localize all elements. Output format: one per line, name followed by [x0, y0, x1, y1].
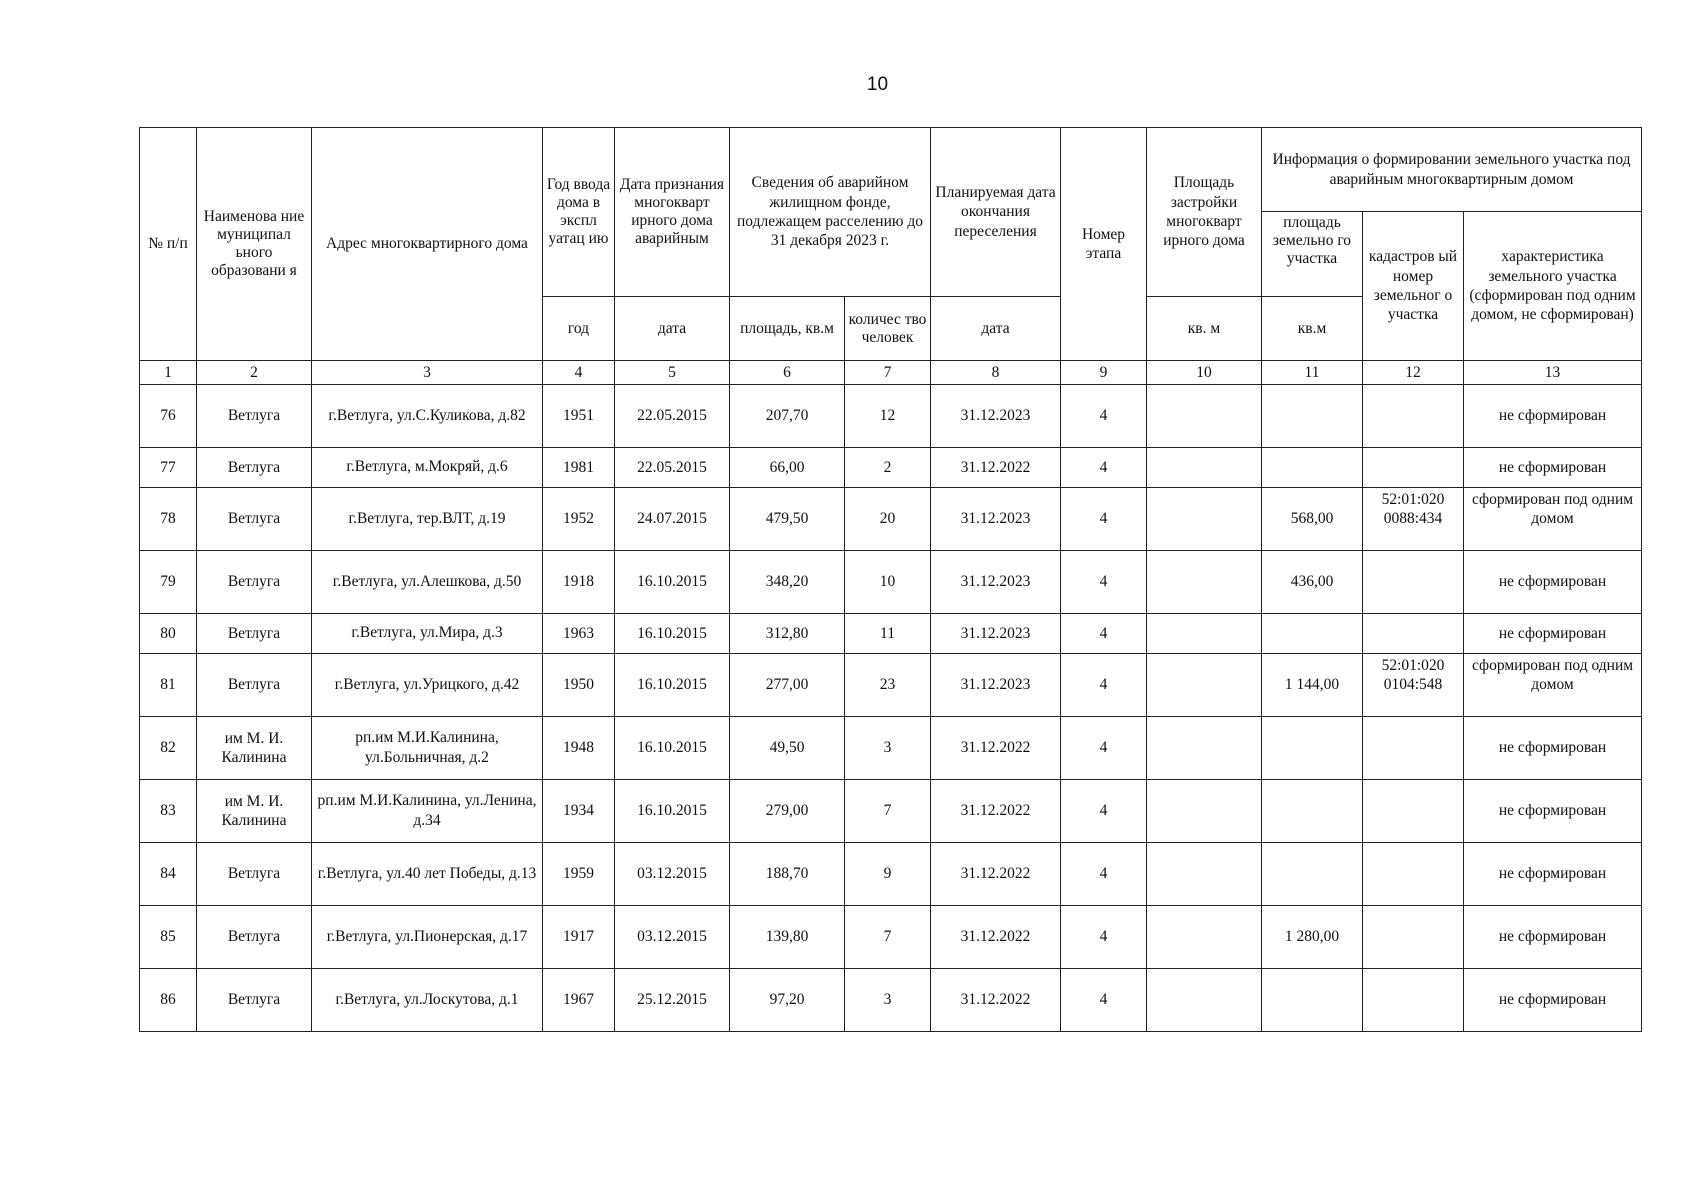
land-area-cell [1262, 969, 1363, 1032]
year-cell: 1948 [543, 717, 615, 780]
people-cell: 20 [845, 488, 931, 551]
column-number-row [140, 361, 1642, 385]
land-area-cell [1262, 448, 1363, 488]
address-cell: г.Ветлуга, тер.ВЛТ, д.19 [312, 488, 543, 551]
land-area-cell [1262, 780, 1363, 843]
planned-date-cell: 31.12.2023 [931, 551, 1061, 614]
land-area-cell: 436,00 [1262, 551, 1363, 614]
land-status-cell: не сформирован [1464, 780, 1642, 843]
stage-cell: 4 [1061, 717, 1147, 780]
column-number: 3 [312, 361, 543, 385]
land-area-cell: 1 280,00 [1262, 906, 1363, 969]
header-building-area: Площадь застройки многокварт ирного дома [1147, 128, 1262, 297]
stage-cell: 4 [1061, 448, 1147, 488]
area-cell: 279,00 [730, 780, 845, 843]
land-area-cell: 1 144,00 [1262, 654, 1363, 717]
planned-date-cell: 31.12.2023 [931, 614, 1061, 654]
address-cell: г.Ветлуга, ул.Лоскутова, д.1 [312, 969, 543, 1032]
column-number: 6 [730, 361, 845, 385]
area-cell: 312,80 [730, 614, 845, 654]
row-number: 79 [140, 551, 197, 614]
column-number: 10 [1147, 361, 1262, 385]
people-cell: 7 [845, 780, 931, 843]
municipality-cell: Ветлуга [197, 843, 312, 906]
recognition-date-cell: 16.10.2015 [615, 614, 730, 654]
building-area-cell [1147, 906, 1262, 969]
column-number: 7 [845, 361, 931, 385]
stage-cell: 4 [1061, 488, 1147, 551]
land-area-cell [1262, 614, 1363, 654]
municipality-cell: Ветлуга [197, 488, 312, 551]
row-number: 84 [140, 843, 197, 906]
row-number: 81 [140, 654, 197, 717]
cadastral-number-cell: 52:01:020 0088:434 [1363, 488, 1464, 551]
building-area-cell [1147, 448, 1262, 488]
recognition-date-cell: 16.10.2015 [615, 551, 730, 614]
address-cell: г.Ветлуга, м.Мокряй, д.6 [312, 448, 543, 488]
header-address: Адрес многоквартирного дома [312, 128, 543, 361]
recognition-date-cell: 16.10.2015 [615, 654, 730, 717]
column-number: 1 [140, 361, 197, 385]
year-cell: 1917 [543, 906, 615, 969]
land-area-cell: 568,00 [1262, 488, 1363, 551]
planned-date-cell: 31.12.2023 [931, 385, 1061, 448]
land-status-cell: не сформирован [1464, 717, 1642, 780]
stage-cell: 4 [1061, 906, 1147, 969]
row-number: 85 [140, 906, 197, 969]
cadastral-number-cell [1363, 717, 1464, 780]
municipality-cell: им М. И. Калинина [197, 717, 312, 780]
recognition-date-cell: 03.12.2015 [615, 906, 730, 969]
row-number: 82 [140, 717, 197, 780]
year-cell: 1950 [543, 654, 615, 717]
column-number: 9 [1061, 361, 1147, 385]
address-cell: г.Ветлуга, ул.40 лет Победы, д.13 [312, 843, 543, 906]
unit-planned-date: дата [931, 297, 1061, 361]
people-cell: 7 [845, 906, 931, 969]
land-status-cell: не сформирован [1464, 614, 1642, 654]
header-recognition-date: Дата признания многокварт ирного дома аварийным [615, 128, 730, 297]
land-area-cell [1262, 843, 1363, 906]
recognition-date-cell: 22.05.2015 [615, 385, 730, 448]
municipality-cell: Ветлуга [197, 614, 312, 654]
column-number: 8 [931, 361, 1061, 385]
area-cell: 66,00 [730, 448, 845, 488]
cadastral-number-cell [1363, 614, 1464, 654]
address-cell: г.Ветлуга, ул.С.Куликова, д.82 [312, 385, 543, 448]
cadastral-number-cell [1363, 385, 1464, 448]
land-area-cell [1262, 717, 1363, 780]
table-row [140, 654, 1642, 717]
address-cell: г.Ветлуга, ул.Урицкого, д.42 [312, 654, 543, 717]
header-year: Год ввода дома в экспл уатац ию [543, 128, 615, 297]
planned-date-cell: 31.12.2023 [931, 654, 1061, 717]
land-status-cell: не сформирован [1464, 906, 1642, 969]
page-number: 10 [866, 74, 889, 95]
table-row [140, 780, 1642, 843]
area-cell: 348,20 [730, 551, 845, 614]
row-number: 76 [140, 385, 197, 448]
unit-year: год [543, 297, 615, 361]
planned-date-cell: 31.12.2022 [931, 906, 1061, 969]
stage-cell: 4 [1061, 654, 1147, 717]
row-number: 80 [140, 614, 197, 654]
unit-people: количес тво человек [845, 297, 931, 361]
recognition-date-cell: 25.12.2015 [615, 969, 730, 1032]
area-cell: 188,70 [730, 843, 845, 906]
municipality-cell: им М. И. Калинина [197, 780, 312, 843]
unit-date: дата [615, 297, 730, 361]
stage-cell: 4 [1061, 780, 1147, 843]
column-number: 5 [615, 361, 730, 385]
land-status-cell: сформирован под одним домом [1464, 488, 1642, 551]
cadastral-number-cell [1363, 551, 1464, 614]
land-status-cell: не сформирован [1464, 448, 1642, 488]
cadastral-number-cell [1363, 906, 1464, 969]
header-stage: Номер этапа [1061, 128, 1147, 361]
building-area-cell [1147, 551, 1262, 614]
unit-area: площадь, кв.м [730, 297, 845, 361]
building-area-cell [1147, 843, 1262, 906]
planned-date-cell: 31.12.2022 [931, 717, 1061, 780]
address-cell: г.Ветлуга, ул.Пионерская, д.17 [312, 906, 543, 969]
stage-cell: 4 [1061, 969, 1147, 1032]
unit-land-area: кв.м [1262, 297, 1363, 361]
column-number: 13 [1464, 361, 1642, 385]
people-cell: 3 [845, 717, 931, 780]
recognition-date-cell: 24.07.2015 [615, 488, 730, 551]
building-area-cell [1147, 969, 1262, 1032]
table-row [140, 385, 1642, 448]
year-cell: 1963 [543, 614, 615, 654]
people-cell: 3 [845, 969, 931, 1032]
table-row [140, 614, 1642, 654]
recognition-date-cell: 03.12.2015 [615, 843, 730, 906]
planned-date-cell: 31.12.2022 [931, 969, 1061, 1032]
row-number: 78 [140, 488, 197, 551]
municipality-cell: Ветлуга [197, 551, 312, 614]
cadastral-number-cell [1363, 448, 1464, 488]
table-row [140, 488, 1642, 551]
column-number: 4 [543, 361, 615, 385]
address-cell: г.Ветлуга, ул.Алешкова, д.50 [312, 551, 543, 614]
land-area-cell [1262, 385, 1363, 448]
table-row [140, 906, 1642, 969]
stage-cell: 4 [1061, 843, 1147, 906]
municipality-cell: Ветлуга [197, 385, 312, 448]
people-cell: 10 [845, 551, 931, 614]
cadastral-number-cell [1363, 780, 1464, 843]
header-municipality: Наименова ние муниципал ьного образовани я [197, 128, 312, 361]
planned-date-cell: 31.12.2022 [931, 843, 1061, 906]
stage-cell: 4 [1061, 551, 1147, 614]
recognition-date-cell: 16.10.2015 [615, 717, 730, 780]
header-number: № п/п [140, 128, 197, 361]
planned-date-cell: 31.12.2023 [931, 488, 1061, 551]
header-land-area: площадь земельно го участка [1262, 212, 1363, 297]
column-number: 12 [1363, 361, 1464, 385]
address-cell: г.Ветлуга, ул.Мира, д.3 [312, 614, 543, 654]
table-body [140, 385, 1642, 1032]
table-row [140, 969, 1642, 1032]
building-area-cell [1147, 654, 1262, 717]
table-row [140, 717, 1642, 780]
planned-date-cell: 31.12.2022 [931, 780, 1061, 843]
cadastral-number-cell [1363, 969, 1464, 1032]
emergency-housing-table [139, 127, 1642, 1032]
land-status-cell: не сформирован [1464, 385, 1642, 448]
column-number: 11 [1262, 361, 1363, 385]
land-status-cell: не сформирован [1464, 969, 1642, 1032]
header-land-status: характеристика земельного участка (сформирован под одним домом, не сформирован) [1464, 212, 1642, 361]
table-row [140, 843, 1642, 906]
building-area-cell [1147, 780, 1262, 843]
building-area-cell [1147, 717, 1262, 780]
land-status-cell: не сформирован [1464, 551, 1642, 614]
building-area-cell [1147, 488, 1262, 551]
year-cell: 1967 [543, 969, 615, 1032]
municipality-cell: Ветлуга [197, 969, 312, 1032]
address-cell: рп.им М.И.Калинина, ул.Ленина, д.34 [312, 780, 543, 843]
building-area-cell [1147, 385, 1262, 448]
land-status-cell: сформирован под одним домом [1464, 654, 1642, 717]
cadastral-number-cell [1363, 843, 1464, 906]
cadastral-number-cell: 52:01:020 0104:548 [1363, 654, 1464, 717]
area-cell: 207,70 [730, 385, 845, 448]
address-cell: рп.им М.И.Калинина, ул.Больничная, д.2 [312, 717, 543, 780]
building-area-cell [1147, 614, 1262, 654]
table-header [140, 128, 1642, 385]
row-number: 77 [140, 448, 197, 488]
people-cell: 11 [845, 614, 931, 654]
people-cell: 23 [845, 654, 931, 717]
area-cell: 97,20 [730, 969, 845, 1032]
people-cell: 9 [845, 843, 931, 906]
year-cell: 1981 [543, 448, 615, 488]
area-cell: 49,50 [730, 717, 845, 780]
people-cell: 2 [845, 448, 931, 488]
row-number: 83 [140, 780, 197, 843]
header-cadastral-number: кадастров ый номер земельног о участка [1363, 212, 1464, 361]
recognition-date-cell: 22.05.2015 [615, 448, 730, 488]
table-row [140, 551, 1642, 614]
recognition-date-cell: 16.10.2015 [615, 780, 730, 843]
year-cell: 1934 [543, 780, 615, 843]
stage-cell: 4 [1061, 614, 1147, 654]
header-planned-date: Планируемая дата окончания переселения [931, 128, 1061, 297]
unit-building-area: кв. м [1147, 297, 1262, 361]
year-cell: 1918 [543, 551, 615, 614]
stage-cell: 4 [1061, 385, 1147, 448]
people-cell: 12 [845, 385, 931, 448]
municipality-cell: Ветлуга [197, 906, 312, 969]
year-cell: 1959 [543, 843, 615, 906]
row-number: 86 [140, 969, 197, 1032]
area-cell: 479,50 [730, 488, 845, 551]
header-emergency-fund: Сведения об аварийном жилищном фонде, подлежащем расселению до 31 декабря 2023 г. [730, 128, 931, 297]
year-cell: 1951 [543, 385, 615, 448]
year-cell: 1952 [543, 488, 615, 551]
header-land-info: Информация о формировании земельного участка под аварийным многоквартирным домом [1262, 128, 1642, 212]
area-cell: 277,00 [730, 654, 845, 717]
planned-date-cell: 31.12.2022 [931, 448, 1061, 488]
land-status-cell: не сформирован [1464, 843, 1642, 906]
table-row [140, 448, 1642, 488]
municipality-cell: Ветлуга [197, 654, 312, 717]
area-cell: 139,80 [730, 906, 845, 969]
municipality-cell: Ветлуга [197, 448, 312, 488]
column-number: 2 [197, 361, 312, 385]
